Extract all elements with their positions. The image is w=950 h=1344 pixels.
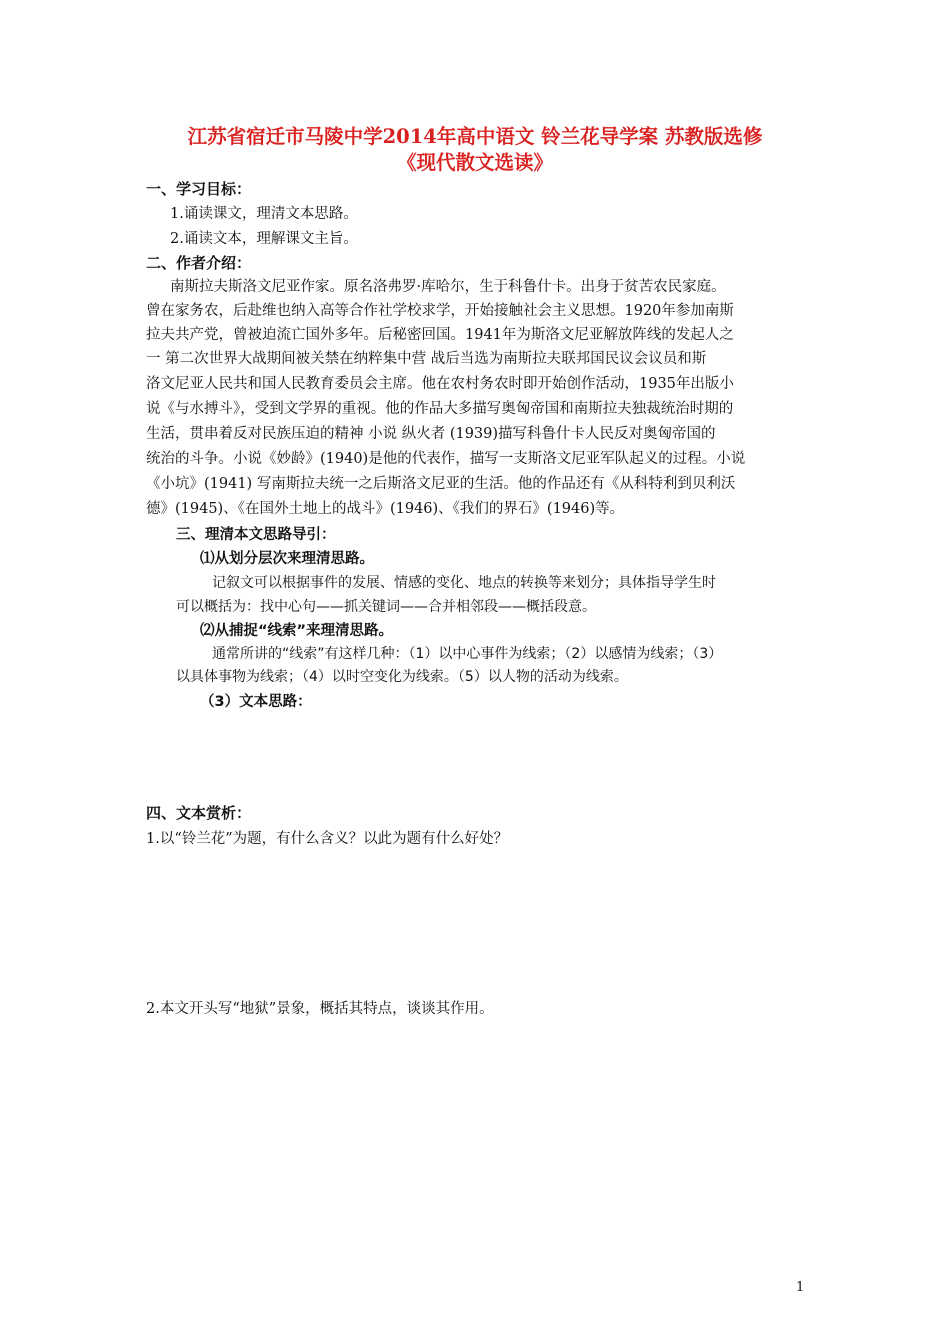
section3-sub3: （3）文本思路： — [200, 694, 312, 710]
author-line-7: 生活，贯串着反对民族压迫的精神 小说 纵火者 (1939)描写科鲁什卡人民反对奥匈帝国的 — [146, 426, 716, 442]
page-number: 1 — [796, 1280, 805, 1295]
author-line-9: 《小坑》(1941) 写南斯拉夫统一之后斯洛文尼亚的生活。他的作品还有《从科特利到贝利沃 — [146, 476, 736, 492]
question-1: 1.以“铃兰花”为题，有什么含义？以此为题有什么好处？ — [146, 831, 509, 847]
author-line-4: 一 第二次世界大战期间被关禁在纳粹集中营 战后当选为南斯拉夫联邦国民议会议员和斯 — [146, 351, 707, 367]
section3-sub1-line-2: 可以概括为：找中心句——抓关键词——合并相邻段——概括段意。 — [176, 599, 596, 615]
author-line-6: 说《与水搏斗》，受到文学界的重视。他的作品大多描写奥匈帝国和南斯拉夫独裁统治时期的 — [146, 401, 734, 417]
author-line-8: 统治的斗争。小说《妙龄》(1940)是他的代表作，描写一支斯洛文尼亚军队起义的过程。小说 — [146, 451, 746, 467]
section3-heading: 三、理清本文思路导引： — [176, 527, 336, 543]
author-line-3: 拉夫共产党，曾被迫流亡国外多年。后秘密回国。1941年为斯洛文尼亚解放阵线的发起人之 — [146, 327, 734, 343]
author-line-5: 洛文尼亚人民共和国人民教育委员会主席。他在农村务农时即开始创作活动，1935年出版小 — [146, 376, 734, 392]
section2-heading: 二、作者介绍： — [146, 254, 252, 272]
goal-item-2: 2.诵读文本，理解课文主旨。 — [170, 231, 358, 247]
section3-sub2-line-1: 通常所讲的“线索”有这样几种：（1）以中心事件为线索；（2）以感情为线索；（3） — [212, 646, 723, 662]
section4-heading: 四、文本赏析： — [146, 804, 252, 822]
document-title-line2: 《现代散文选读》 — [396, 151, 553, 174]
section1-heading: 一、学习目标： — [146, 180, 252, 198]
section3-sub1-line-1: 记叙文可以根据事件的发展、情感的变化、地点的转换等来划分；具体指导学生时 — [212, 575, 716, 591]
author-line-10: 德》(1945)、《在国外土地上的战斗》(1946)、《我们的界石》(1946)等。 — [146, 501, 625, 517]
goal-item-1: 1.诵读课文，理清文本思路。 — [170, 206, 358, 222]
section3-sub1: ⑴从划分层次来理清思路。 — [200, 551, 374, 567]
section3-sub2: ⑵从捕捉“线索”来理清思路。 — [200, 623, 394, 639]
question-2: 2.本文开头写“地狱”景象，概括其特点，谈谈其作用。 — [146, 1001, 494, 1017]
section3-sub2-line-2: 以具体事物为线索；（4）以时空变化为线索。（5）以人物的活动为线索。 — [176, 669, 628, 685]
document-title-line1: 江苏省宿迁市马陵中学2014年高中语文 铃兰花导学案 苏教版选修 — [187, 125, 763, 148]
author-line-2: 曾在家务农，后赴维也纳入高等合作社学校求学，开始接触社会主义思想。1920年参加南斯 — [146, 303, 734, 319]
author-line-1: 南斯拉夫斯洛文尼亚作家。原名洛弗罗·库哈尔，生于科鲁什卡。出身于贫苦农民家庭。 — [170, 279, 726, 295]
